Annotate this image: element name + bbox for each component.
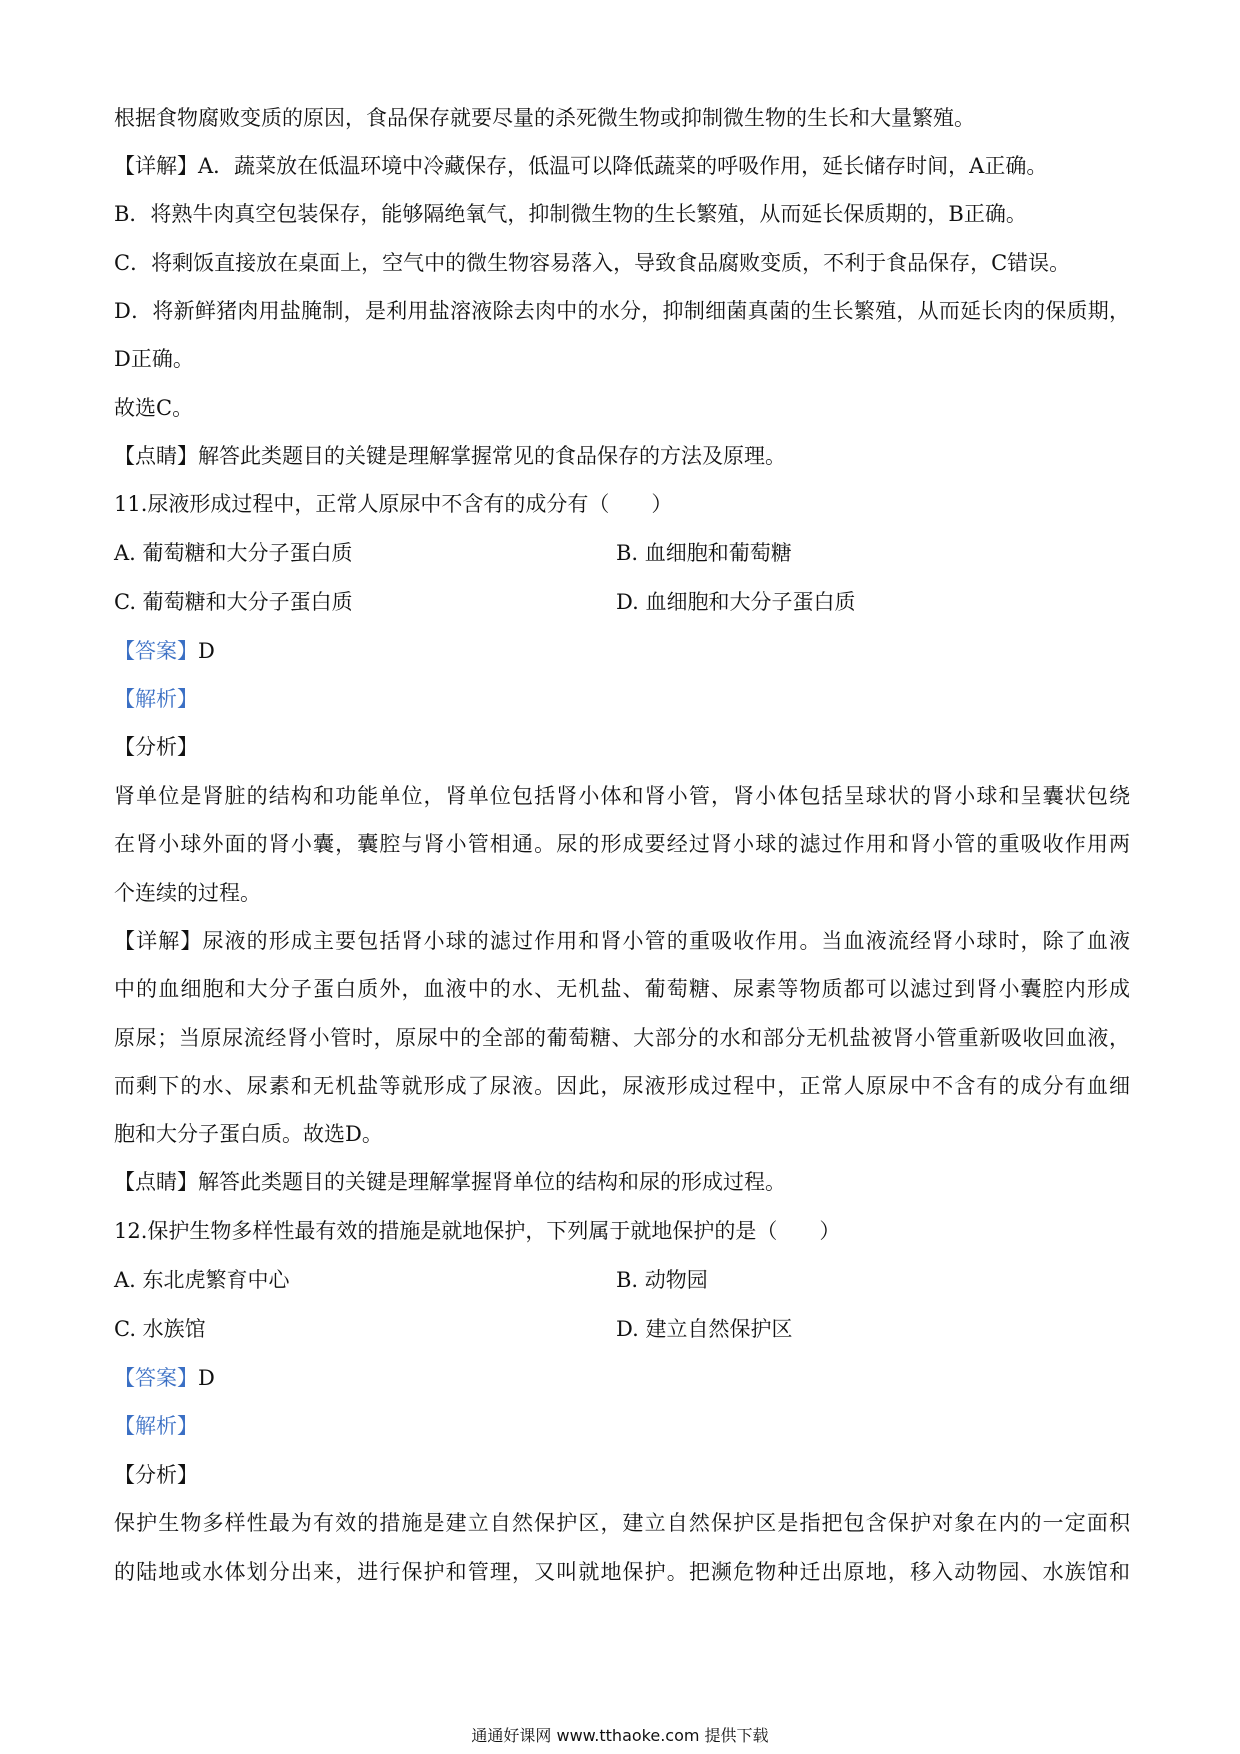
q12-answer bbox=[114, 1363, 1130, 1393]
q10-analysis-tail: 根据食物腐败变质的原因，食品保存就要尽量的杀死微生物或抑制微生物的生长和大量繁殖。 bbox=[114, 106, 975, 130]
q11-answer bbox=[114, 636, 1130, 666]
q11-detail-line3: 原尿；当原尿流经肾小管时，原尿中的全部的葡萄糖、大部分的水和部分无机盐被肾小管重新吸收回血液， bbox=[114, 1026, 1130, 1050]
q11-analysis-line1: 肾单位是肾脏的结构和功能单位，肾单位包括肾小体和肾小管，肾小体包括呈球状的肾小球和呈囊状包绕 bbox=[114, 784, 1130, 808]
q12-analysis-line2: 的陆地或水体划分出来，进行保护和管理，又叫就地保护。把濒危物种迁出原地，移入动物园、水族馆和 bbox=[114, 1560, 1130, 1584]
answer-value: D bbox=[198, 639, 215, 663]
answer-tag: 【答案】 bbox=[114, 1366, 198, 1390]
q11-analysis-line3: 个连续的过程。 bbox=[114, 881, 261, 905]
q10-detail-a bbox=[114, 151, 1130, 181]
q12-analysis-line1: 保护生物多样性最为有效的措施是建立自然保护区，建立自然保护区是指把包含保护对象在内的一定面积 bbox=[114, 1511, 1130, 1535]
q12-option-c: C. 水族馆 bbox=[114, 1317, 206, 1341]
q11-detail-line4: 而剩下的水、尿素和无机盐等就形成了尿液。因此，尿液形成过程中，正常人原尿中不含有的成分有血细 bbox=[114, 1074, 1130, 1098]
q10-detail-b: B．将熟牛肉真空包装保存，能够隔绝氧气，抑制微生物的生长繁殖，从而延长保质期的，B正确。 bbox=[114, 202, 1027, 226]
q12-option-d: D. 建立自然保护区 bbox=[616, 1317, 793, 1341]
detail-tag: 【详解】 bbox=[114, 929, 203, 953]
q11-jiexi-heading: 【解析】 bbox=[114, 687, 198, 711]
q12-stem: 12.保护生物多样性最有效的措施是就地保护，下列属于就地保护的是（ ） bbox=[114, 1219, 841, 1243]
answer-value: D bbox=[198, 1366, 215, 1390]
q10-detail-d-line1: D．将新鲜猪肉用盐腌制，是利用盐溶液除去肉中的水分，抑制细菌真菌的生长繁殖，从而延长肉的保质期， bbox=[114, 299, 1130, 323]
q11-analysis-line2: 在肾小球外面的肾小囊，囊腔与肾小管相通。尿的形成要经过肾小球的滤过作用和肾小管的重吸收作用两 bbox=[114, 832, 1130, 856]
q10-choose: 故选C。 bbox=[114, 396, 194, 420]
q11-detail-line1 bbox=[114, 926, 1130, 956]
q11-option-d: D. 血细胞和大分子蛋白质 bbox=[616, 590, 856, 614]
q11-point bbox=[114, 1167, 1130, 1197]
q11-option-b: B. 血细胞和葡萄糖 bbox=[616, 541, 792, 565]
q12-option-a: A. 东北虎繁育中心 bbox=[114, 1268, 290, 1292]
point-tag: 【点睛】 bbox=[114, 444, 198, 468]
page-footer: 通通好课网 www.tthaoke.com 提供下载 bbox=[471, 1726, 769, 1745]
q10-detail-c: C．将剩饭直接放在桌面上，空气中的微生物容易落入，导致食品腐败变质，不利于食品保存，C错误。 bbox=[114, 251, 1071, 275]
q11-option-a: A. 葡萄糖和大分子蛋白质 bbox=[114, 541, 353, 565]
detail-tag: 【详解】 bbox=[114, 154, 198, 178]
point-text: 解答此类题目的关键是理解掌握常见的食品保存的方法及原理。 bbox=[198, 444, 786, 468]
point-text: 解答此类题目的关键是理解掌握肾单位的结构和尿的形成过程。 bbox=[198, 1170, 786, 1194]
q10-detail-d-line2: D正确。 bbox=[114, 347, 194, 371]
q11-fenxi-heading: 【分析】 bbox=[114, 735, 198, 759]
detail-text: A．蔬菜放在低温环境中冷藏保存，低温可以降低蔬菜的呼吸作用，延长储存时间，A正确。 bbox=[198, 154, 1048, 178]
q12-option-b: B. 动物园 bbox=[616, 1268, 708, 1292]
q11-detail-line2: 中的血细胞和大分子蛋白质外，血液中的水、无机盐、葡萄糖、尿素等物质都可以滤过到肾小囊腔内形成 bbox=[114, 977, 1130, 1001]
q11-stem: 11.尿液形成过程中，正常人原尿中不含有的成分有（ ） bbox=[114, 492, 673, 516]
q10-point bbox=[114, 441, 1130, 471]
q11-option-c: C. 葡萄糖和大分子蛋白质 bbox=[114, 590, 353, 614]
q11-detail-line5: 胞和大分子蛋白质。故选D。 bbox=[114, 1122, 383, 1146]
q12-jiexi-heading: 【解析】 bbox=[114, 1414, 198, 1438]
answer-tag: 【答案】 bbox=[114, 639, 198, 663]
detail-text: 尿液的形成主要包括肾小球的滤过作用和肾小管的重吸收作用。当血液流经肾小球时，除了血液 bbox=[202, 929, 1131, 953]
q12-fenxi-heading: 【分析】 bbox=[114, 1463, 198, 1487]
point-tag: 【点睛】 bbox=[114, 1170, 198, 1194]
